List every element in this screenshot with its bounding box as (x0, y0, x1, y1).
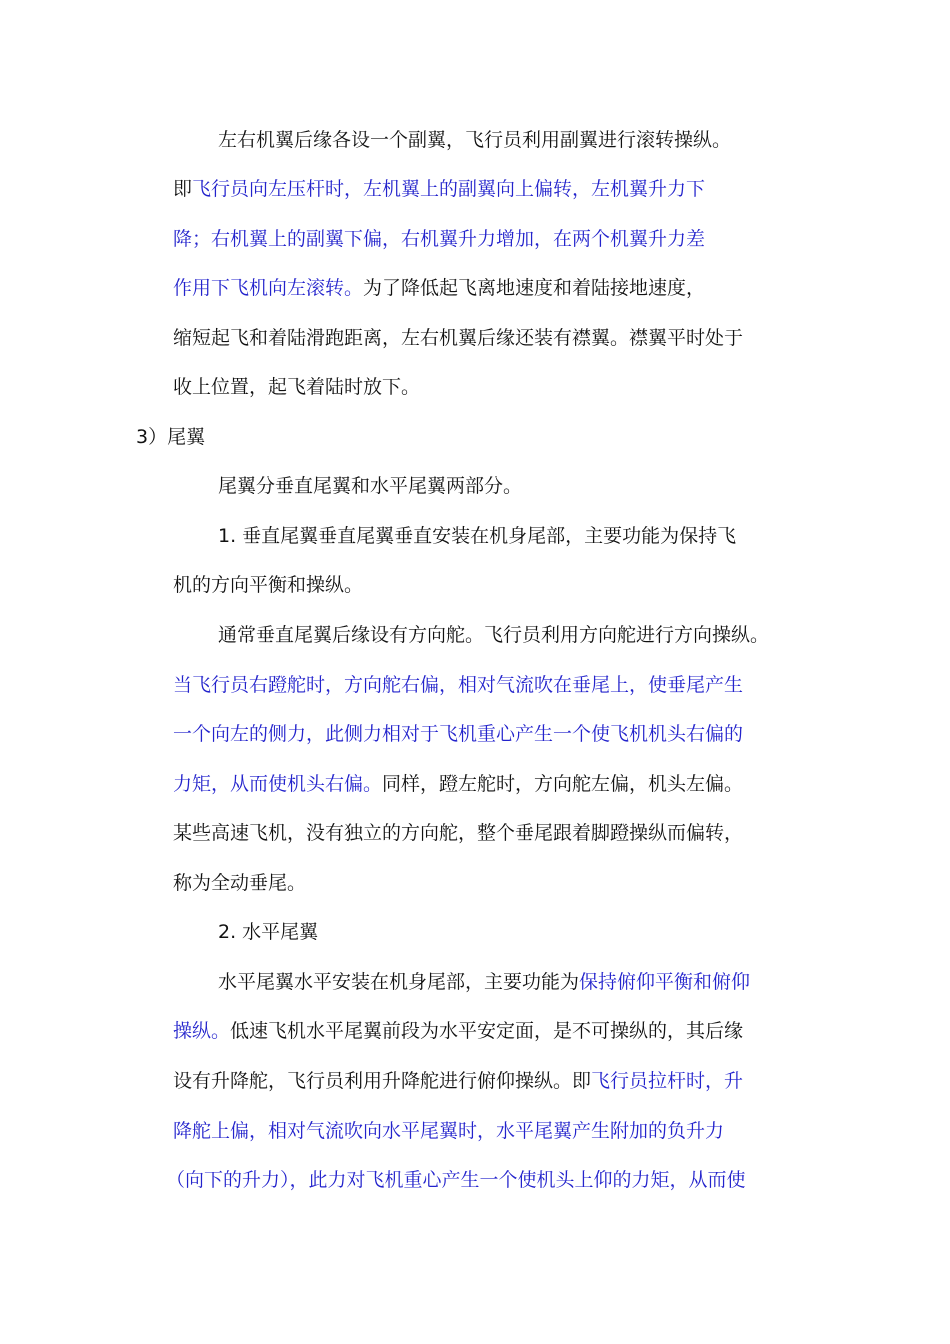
text-line (173, 1057, 743, 1107)
text-line (218, 116, 731, 166)
text-run: 低速飞机水平尾翼前段为水平安定面，是不可操纵的，其后缘 (230, 1020, 744, 1042)
text-line (173, 760, 743, 810)
highlighted-text-run: 降舵上偏，相对气流吹向水平尾翼时，水平尾翼产生附加的负升力 (173, 1120, 725, 1142)
text-run: 称为全动垂尾。 (173, 872, 307, 894)
highlighted-text-run: 操纵。 (173, 1020, 231, 1042)
text-run: 同样，蹬左舵时，方向舵左偏，机头左偏。 (382, 773, 744, 795)
text-line (173, 1007, 743, 1057)
text-line (173, 363, 420, 413)
text-run: 2. 水平尾翼 (218, 921, 319, 943)
text-run: 左右机翼后缘各设一个副翼，飞行员利用副翼进行滚转操纵。 (218, 129, 732, 151)
highlighted-text-run: 作用下飞机向左滚转。 (173, 277, 364, 299)
text-run: 收上位置，起飞着陆时放下。 (173, 376, 421, 398)
text-run: 尾翼分垂直尾翼和水平尾翼两部分。 (218, 475, 523, 497)
text-line (218, 462, 522, 512)
text-run: 即 (173, 178, 193, 200)
highlighted-text-run: 飞行员向左压杆时，左机翼上的副翼向上偏转，左机翼升力下 (192, 178, 706, 200)
text-run: 设有升降舵，飞行员利用升降舵进行俯仰操纵。即 (173, 1070, 592, 1092)
text-run: 缩短起飞和着陆滑跑距离，左右机翼后缘还装有襟翼。襟翼平时处于 (173, 327, 744, 349)
text-line (166, 1156, 746, 1206)
text-line (218, 611, 769, 661)
highlighted-text-run: （向下的升力），此力对飞机重心产生一个使机头上仰的力矩，从而使 (166, 1169, 746, 1191)
text-line (173, 215, 705, 265)
text-line (173, 661, 743, 711)
highlighted-text-run: 降；右机翼上的副翼下偏，右机翼升力增加，在两个机翼升力差 (173, 228, 706, 250)
highlighted-text-run: 当飞行员右蹬舵时，方向舵右偏，相对气流吹在垂尾上，使垂尾产生 (173, 674, 744, 696)
highlighted-text-run: 保持俯仰平衡和俯仰 (579, 971, 751, 993)
highlighted-text-run: 一个向左的侧力，此侧力相对于飞机重心产生一个使飞机机头右偏的 (173, 723, 744, 745)
highlighted-text-run: 飞行员拉杆时，升 (591, 1070, 744, 1092)
text-run: 为了降低起飞离地速度和着陆接地速度， (363, 277, 706, 299)
text-run: 某些高速飞机，没有独立的方向舵，整个垂尾跟着脚蹬操纵而偏转， (173, 822, 744, 844)
text-line (218, 958, 750, 1008)
highlighted-text-run: 力矩，从而使机头右偏。 (173, 773, 383, 795)
text-line (173, 710, 743, 760)
text-line (173, 561, 363, 611)
text-run: 水平尾翼水平安装在机身尾部，主要功能为 (218, 971, 580, 993)
text-line (173, 809, 743, 859)
text-line (173, 264, 705, 314)
list-item-line (218, 908, 318, 958)
text-run: 1. 垂直尾翼垂直尾翼垂直安装在机身尾部，主要功能为保持飞 (218, 525, 737, 547)
text-line (173, 859, 306, 909)
section-heading (136, 413, 205, 463)
text-line (173, 314, 743, 364)
text-run: 通常垂直尾翼后缘设有方向舵。飞行员利用方向舵进行方向操纵。 (218, 624, 770, 646)
text-line (173, 165, 705, 215)
heading-text: 3）尾翼 (136, 426, 206, 448)
list-item-line (218, 512, 736, 562)
text-line (173, 1107, 724, 1157)
text-run: 机的方向平衡和操纵。 (173, 574, 364, 596)
